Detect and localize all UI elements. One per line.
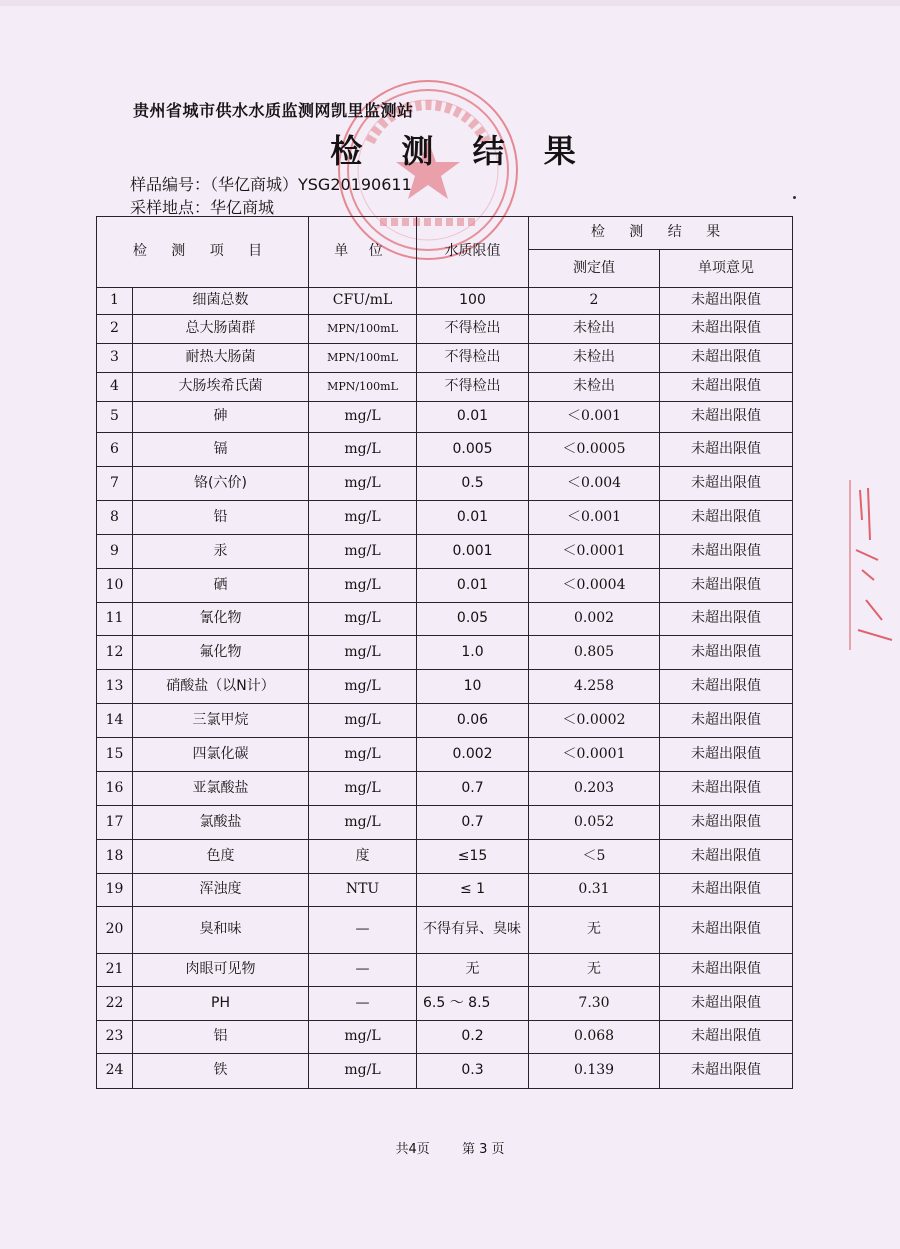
- unit-cell: mg/L: [309, 501, 417, 535]
- table-row: [97, 840, 793, 874]
- row-number: 5: [97, 402, 133, 433]
- unit-cell: CFU/mL: [309, 288, 417, 315]
- unit-cell: mg/L: [309, 738, 417, 772]
- header-measured: 测定值: [529, 250, 660, 288]
- limit-cell: 0.01: [417, 569, 529, 603]
- item-name: 细菌总数: [133, 288, 309, 315]
- row-number: 9: [97, 535, 133, 569]
- limit-cell: 不得有异、臭味: [417, 907, 529, 954]
- measured-value: 0.052: [529, 806, 660, 840]
- sample-number: 样品编号：（华亿商城）YSG20190611: [130, 175, 412, 194]
- table-row: [97, 806, 793, 840]
- limit-cell: 0.7: [417, 772, 529, 806]
- row-number: 18: [97, 840, 133, 874]
- measured-value: 无: [529, 907, 660, 954]
- limit-cell: 0.7: [417, 806, 529, 840]
- item-name: 硝酸盐（以N计）: [133, 670, 309, 704]
- limit-cell: 无: [417, 954, 529, 987]
- limit-cell: 1.0: [417, 636, 529, 670]
- measured-value: 0.068: [529, 1021, 660, 1054]
- item-name: 氟化物: [133, 636, 309, 670]
- row-number: 24: [97, 1054, 133, 1089]
- row-number: 11: [97, 603, 133, 636]
- verdict-cell: 未超出限值: [660, 907, 793, 954]
- table-row: [97, 535, 793, 569]
- verdict-cell: 未超出限值: [660, 954, 793, 987]
- table-row: [97, 344, 793, 373]
- item-name: 砷: [133, 402, 309, 433]
- unit-cell: —: [309, 954, 417, 987]
- unit-cell: mg/L: [309, 467, 417, 501]
- measured-value: ＜0.001: [529, 402, 660, 433]
- measured-value: 0.203: [529, 772, 660, 806]
- verdict-cell: 未超出限值: [660, 433, 793, 467]
- item-name: PH: [133, 987, 309, 1021]
- table-row: [97, 1021, 793, 1054]
- measured-value: ＜5: [529, 840, 660, 874]
- limit-cell: 0.001: [417, 535, 529, 569]
- table-row: [97, 987, 793, 1021]
- row-number: 8: [97, 501, 133, 535]
- measured-value: ＜0.0005: [529, 433, 660, 467]
- table-row: [97, 433, 793, 467]
- unit-cell: MPN/100mL: [309, 373, 417, 402]
- limit-cell: ≤15: [417, 840, 529, 874]
- table-row: [97, 373, 793, 402]
- verdict-cell: 未超出限值: [660, 1021, 793, 1054]
- verdict-cell: 未超出限值: [660, 315, 793, 344]
- limit-cell: 10: [417, 670, 529, 704]
- unit-cell: mg/L: [309, 569, 417, 603]
- row-number: 20: [97, 907, 133, 954]
- unit-cell: mg/L: [309, 433, 417, 467]
- header-unit: 单 位: [309, 217, 417, 288]
- row-number: 2: [97, 315, 133, 344]
- item-name: 铝: [133, 1021, 309, 1054]
- limit-cell: 100: [417, 288, 529, 315]
- item-name: 亚氯酸盐: [133, 772, 309, 806]
- verdict-cell: 未超出限值: [660, 603, 793, 636]
- unit-cell: mg/L: [309, 535, 417, 569]
- verdict-cell: 未超出限值: [660, 467, 793, 501]
- item-name: 铁: [133, 1054, 309, 1089]
- verdict-cell: 未超出限值: [660, 772, 793, 806]
- measured-value: 未检出: [529, 315, 660, 344]
- measured-value: ＜0.0004: [529, 569, 660, 603]
- measured-value: 未检出: [529, 373, 660, 402]
- table-row: [97, 569, 793, 603]
- page-footer: [0, 1138, 900, 1157]
- verdict-cell: 未超出限值: [660, 569, 793, 603]
- item-name: 硒: [133, 569, 309, 603]
- item-name: 四氯化碳: [133, 738, 309, 772]
- item-name: 铅: [133, 501, 309, 535]
- row-number: 12: [97, 636, 133, 670]
- unit-cell: mg/L: [309, 1021, 417, 1054]
- measured-value: ＜0.0001: [529, 535, 660, 569]
- verdict-cell: 未超出限值: [660, 636, 793, 670]
- unit-cell: MPN/100mL: [309, 315, 417, 344]
- row-number: 3: [97, 344, 133, 373]
- verdict-cell: 未超出限值: [660, 987, 793, 1021]
- measured-value: 0.002: [529, 603, 660, 636]
- verdict-cell: 未超出限值: [660, 738, 793, 772]
- measured-value: 0.805: [529, 636, 660, 670]
- measured-value: 4.258: [529, 670, 660, 704]
- measured-value: 0.139: [529, 1054, 660, 1089]
- row-number: 23: [97, 1021, 133, 1054]
- measured-value: 7.30: [529, 987, 660, 1021]
- unit-cell: mg/L: [309, 670, 417, 704]
- unit-cell: mg/L: [309, 636, 417, 670]
- row-number: 21: [97, 954, 133, 987]
- row-number: 19: [97, 874, 133, 907]
- table-row: [97, 772, 793, 806]
- unit-cell: —: [309, 907, 417, 954]
- unit-cell: mg/L: [309, 603, 417, 636]
- item-name: 肉眼可见物: [133, 954, 309, 987]
- paper-speck: [793, 196, 796, 199]
- limit-cell: 0.01: [417, 402, 529, 433]
- margin-handwriting-mark: [848, 480, 900, 650]
- verdict-cell: 未超出限值: [660, 288, 793, 315]
- table-row: [97, 874, 793, 907]
- item-name: 汞: [133, 535, 309, 569]
- verdict-cell: 未超出限值: [660, 1054, 793, 1089]
- table-row: [97, 501, 793, 535]
- unit-cell: MPN/100mL: [309, 344, 417, 373]
- header-limit: 水质限值: [417, 217, 529, 288]
- unit-cell: —: [309, 987, 417, 1021]
- total-pages: 共4页: [395, 1142, 430, 1157]
- measured-value: 未检出: [529, 344, 660, 373]
- measured-value: ＜0.0001: [529, 738, 660, 772]
- row-number: 14: [97, 704, 133, 738]
- table-row: [97, 738, 793, 772]
- item-name: 氯酸盐: [133, 806, 309, 840]
- sampling-location: 采样地点：华亿商城: [130, 198, 275, 217]
- item-name: 色度: [133, 840, 309, 874]
- limit-cell: 不得检出: [417, 315, 529, 344]
- unit-cell: mg/L: [309, 772, 417, 806]
- verdict-cell: 未超出限值: [660, 373, 793, 402]
- table-row: [97, 907, 793, 954]
- item-name: 铬(六价): [133, 467, 309, 501]
- current-page: 第 3 页: [461, 1142, 505, 1157]
- limit-cell: 0.005: [417, 433, 529, 467]
- row-number: 22: [97, 987, 133, 1021]
- row-number: 6: [97, 433, 133, 467]
- row-number: 16: [97, 772, 133, 806]
- limit-cell: 0.2: [417, 1021, 529, 1054]
- limit-cell: 0.3: [417, 1054, 529, 1089]
- verdict-cell: 未超出限值: [660, 344, 793, 373]
- unit-cell: NTU: [309, 874, 417, 907]
- measured-value: ＜0.0002: [529, 704, 660, 738]
- header-verdict: 单项意见: [660, 250, 793, 288]
- unit-cell: mg/L: [309, 1054, 417, 1089]
- unit-cell: mg/L: [309, 402, 417, 433]
- table-row: [97, 704, 793, 738]
- verdict-cell: 未超出限值: [660, 670, 793, 704]
- limit-cell: 不得检出: [417, 373, 529, 402]
- header-item: 检 测 项 目: [97, 217, 309, 288]
- header-result-group: 检 测 结 果: [529, 217, 793, 250]
- limit-cell: 6.5 ～ 8.5: [417, 987, 529, 1021]
- limit-cell: 0.05: [417, 603, 529, 636]
- limit-cell: 0.5: [417, 467, 529, 501]
- item-name: 臭和味: [133, 907, 309, 954]
- row-number: 17: [97, 806, 133, 840]
- limit-cell: 0.01: [417, 501, 529, 535]
- page-top-edge: [0, 0, 900, 6]
- verdict-cell: 未超出限值: [660, 840, 793, 874]
- table-row: [97, 288, 793, 315]
- unit-cell: 度: [309, 840, 417, 874]
- row-number: 7: [97, 467, 133, 501]
- verdict-cell: 未超出限值: [660, 806, 793, 840]
- item-name: 镉: [133, 433, 309, 467]
- organization-name: 贵州省城市供水水质监测网凯里监测站: [133, 101, 414, 120]
- table-row: [97, 954, 793, 987]
- row-number: 15: [97, 738, 133, 772]
- table-row: [97, 603, 793, 636]
- table-row: [97, 467, 793, 501]
- measured-value: ＜0.001: [529, 501, 660, 535]
- limit-cell: 不得检出: [417, 344, 529, 373]
- table-row: [97, 636, 793, 670]
- item-name: 总大肠菌群: [133, 315, 309, 344]
- table-row: [97, 670, 793, 704]
- row-number: 4: [97, 373, 133, 402]
- verdict-cell: 未超出限值: [660, 535, 793, 569]
- verdict-cell: 未超出限值: [660, 501, 793, 535]
- unit-cell: mg/L: [309, 704, 417, 738]
- document-title: 检 测 结 果: [330, 132, 590, 170]
- table-row: [97, 1054, 793, 1089]
- table-row: [97, 402, 793, 433]
- unit-cell: mg/L: [309, 806, 417, 840]
- measured-value: 0.31: [529, 874, 660, 907]
- limit-cell: 0.002: [417, 738, 529, 772]
- item-name: 三氯甲烷: [133, 704, 309, 738]
- verdict-cell: 未超出限值: [660, 402, 793, 433]
- results-table: [96, 216, 793, 1089]
- table-row: [97, 315, 793, 344]
- results-body: [97, 288, 793, 1089]
- verdict-cell: 未超出限值: [660, 874, 793, 907]
- row-number: 1: [97, 288, 133, 315]
- measured-value: ＜0.004: [529, 467, 660, 501]
- row-number: 10: [97, 569, 133, 603]
- item-name: 大肠埃希氏菌: [133, 373, 309, 402]
- measured-value: 2: [529, 288, 660, 315]
- measured-value: 无: [529, 954, 660, 987]
- item-name: 浑浊度: [133, 874, 309, 907]
- item-name: 氰化物: [133, 603, 309, 636]
- limit-cell: 0.06: [417, 704, 529, 738]
- limit-cell: ≤ 1: [417, 874, 529, 907]
- item-name: 耐热大肠菌: [133, 344, 309, 373]
- row-number: 13: [97, 670, 133, 704]
- verdict-cell: 未超出限值: [660, 704, 793, 738]
